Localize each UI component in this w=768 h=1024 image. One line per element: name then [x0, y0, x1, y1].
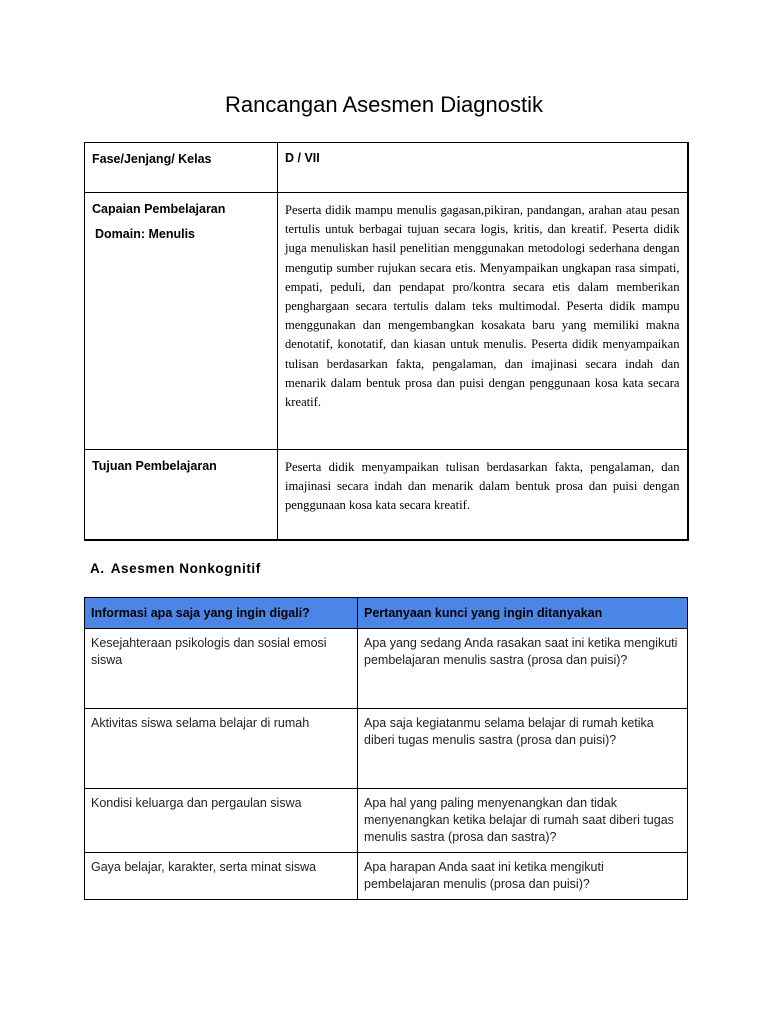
section-title: Asesmen Nonkognitif	[110, 561, 261, 576]
table-row	[85, 853, 688, 900]
cp-label: Capaian Pembelajaran	[92, 202, 226, 216]
section-number: A.	[90, 561, 105, 576]
tp-value: Peserta didik menyampaikan tulisan berdasarkan fakta, pengalaman, dan imajinasi secara indah dan menarik dalam bentuk prosa dan puisi dengan penggunaan kosa kata secara kreatif.	[285, 460, 680, 513]
header-info-col: Informasi apa saja yang ingin digali?	[85, 598, 358, 629]
table-row	[85, 450, 688, 541]
cp-value-cell	[278, 193, 688, 450]
question-cell: Apa saja kegiatanmu selama belajar di rumah ketika diberi tugas menulis sastra (prosa dan puisi)?	[358, 709, 688, 789]
phase-value-cell	[278, 143, 688, 193]
phase-value: D / VII	[285, 151, 320, 165]
domain-label: Domain: Menulis	[95, 227, 196, 241]
tp-label: Tujuan Pembelajaran	[92, 459, 217, 473]
cp-value: Peserta didik mampu menulis gagasan,pikiran, pandangan, arahan atau pesan tertulis untuk berbagai tujuan secara logis, kritis, dan kreatif. Peserta didik juga menuliskan hasil penelitian menggunakan metodologi sederhana dengan mengutip sumber rujukan secara etis. Menyampaikan ungkapan rasa simpati, empati, peduli, dan pendapat pro/kontra secara etis dalam memberikan penghargaan secara tertulis dalam teks multimodal. Peserta didik mampu menggunakan dan mengembangkan kosakata baru yang memiliki makna denotatif, konotatif, dan kiasan untuk menulis. Peserta didik menyampaikan tulisan berdasarkan fakta, pengalaman, dan imajinasi secara indah dan menarik dalam bentuk prosa dan puisi dengan penggunaan kosa kata secara kreatif.	[285, 203, 680, 410]
tp-value-cell	[278, 450, 688, 541]
table-row	[85, 789, 688, 853]
info-cell: Kondisi keluarga dan pergaulan siswa	[85, 789, 358, 853]
cp-label-cell	[85, 193, 278, 450]
question-cell: Apa hal yang paling menyenangkan dan tidak menyenangkan ketika belajar di rumah saat diberi tugas menulis sastra (prosa dan sastra)?	[358, 789, 688, 853]
learning-info-table	[84, 142, 689, 541]
table-row	[85, 143, 688, 193]
section-heading	[90, 561, 261, 576]
info-cell: Kesejahteraan psikologis dan sosial emosi siswa	[85, 629, 358, 709]
table-row	[85, 193, 688, 450]
question-cell: Apa harapan Anda saat ini ketika mengikuti pembelajaran menulis (prosa dan puisi)?	[358, 853, 688, 900]
info-cell: Aktivitas siswa selama belajar di rumah	[85, 709, 358, 789]
table-row	[85, 629, 688, 709]
tp-label-cell	[85, 450, 278, 541]
page-title: Rancangan Asesmen Diagnostik	[225, 92, 543, 117]
table-header-row	[85, 598, 688, 629]
table-row	[85, 709, 688, 789]
phase-label: Fase/Jenjang/ Kelas	[92, 152, 212, 166]
phase-label-cell	[85, 143, 278, 193]
nonkognitif-question-table	[84, 597, 688, 900]
header-question-col: Pertanyaan kunci yang ingin ditanyakan	[358, 598, 688, 629]
info-cell: Gaya belajar, karakter, serta minat siswa	[85, 853, 358, 900]
question-cell: Apa yang sedang Anda rasakan saat ini ketika mengikuti pembelajaran menulis sastra (prosa dan puisi)?	[358, 629, 688, 709]
